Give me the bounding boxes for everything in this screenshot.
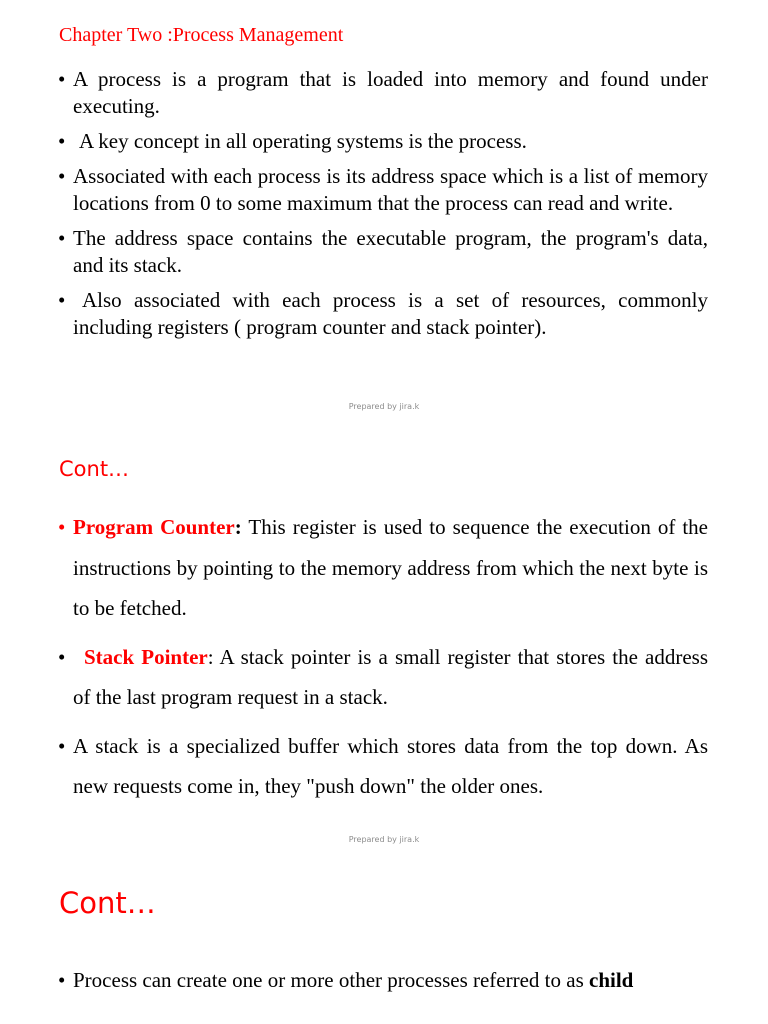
- bullet-dot-icon: •: [58, 67, 66, 91]
- list-item: [58, 637, 708, 718]
- list-item: [58, 507, 708, 629]
- bullet-text: This register is used to sequence the execution of the instructions by pointing to the memory address from which the next byte is to be fetched.: [73, 515, 709, 620]
- list-item: [58, 128, 708, 155]
- slide-2-title: Cont…: [59, 457, 130, 481]
- slide-1-bullet-list: [58, 66, 708, 349]
- list-item: [58, 965, 708, 995]
- term-stack-pointer: Stack Pointer: [84, 644, 208, 669]
- bullet-text: The address space contains the executable program, the program's data, and its stack.: [73, 226, 708, 277]
- bullet-text: Also associated with each process is a set of resources, commonly including registers ( program counter and stack pointer).: [73, 288, 708, 339]
- bullet-text: A key concept in all operating systems is the process.: [79, 129, 527, 153]
- bullet-text: A process is a program that is loaded into memory and found under executing.: [73, 67, 708, 118]
- term-separator: :: [207, 644, 214, 669]
- list-item: [58, 163, 708, 217]
- slide-3-bullet-list: [58, 965, 708, 995]
- bullet-dot-icon: •: [58, 968, 66, 992]
- slide-2: [0, 430, 768, 862]
- bullet-dot-icon: •: [58, 733, 66, 758]
- slide-1-title: Chapter Two :Process Management: [59, 24, 344, 46]
- slide-3: [0, 862, 768, 1024]
- bullet-text: A stack pointer is a small register that stores the address of the last program request in a stack.: [73, 644, 709, 709]
- bullet-dot-icon: •: [58, 644, 66, 669]
- bullet-dot-icon: •: [58, 164, 66, 188]
- bullet-text: Associated with each process is its address space which is a list of memory locations from 0 to some maximum that the process can read and write.: [73, 164, 708, 215]
- slide-1: [0, 0, 768, 430]
- bullet-text: Process can create one or more other processes referred to as: [73, 968, 590, 992]
- bullet-dot-icon: •: [58, 515, 66, 539]
- bold-term: child: [589, 968, 634, 992]
- bullet-dot-icon: •: [58, 226, 66, 250]
- term-program-counter: Program Counter: [73, 515, 235, 539]
- term-separator: :: [234, 515, 242, 539]
- slide-2-footer: Prepared by jira.k: [348, 835, 420, 844]
- bullet-dot-icon: •: [58, 288, 66, 312]
- list-item: [58, 225, 708, 279]
- bullet-dot-icon: •: [58, 129, 66, 153]
- list-item: [58, 726, 708, 807]
- list-item: [58, 287, 708, 341]
- slide-2-bullet-list: [58, 507, 708, 815]
- bullet-text: A stack is a specialized buffer which stores data from the top down. As new requests come in, they "push down" the older ones.: [73, 733, 708, 798]
- slide-3-title: Cont…: [59, 886, 156, 920]
- slide-1-footer: Prepared by jira.k: [348, 402, 420, 411]
- list-item: [58, 66, 708, 120]
